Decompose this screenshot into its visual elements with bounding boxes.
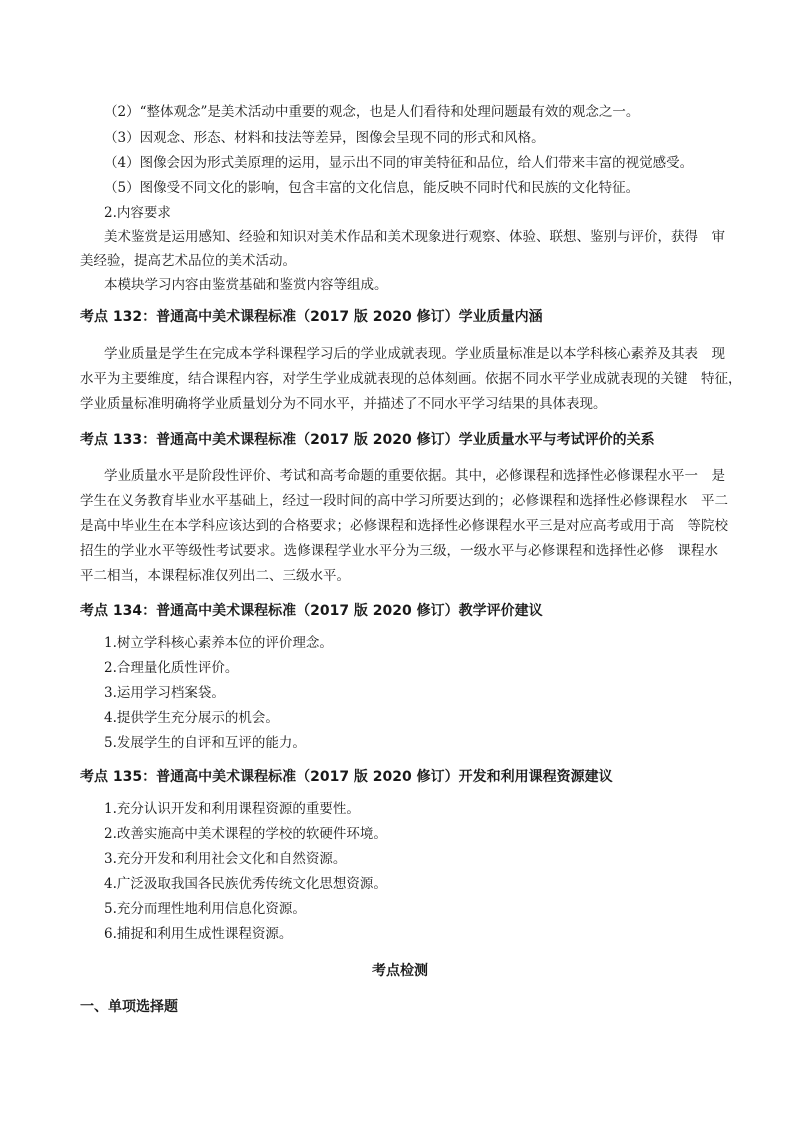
intro-item-3: （3）因观念、形态、材料和技法等差异，图像会呈现不同的形式和风格。 [104, 130, 545, 146]
content-requirement-para-2: 本模块学习内容由鉴赏基础和鉴赏内容等组成。 [104, 277, 388, 293]
content-requirement-line-2: 美经验，提高艺术品位的美术活动。 [80, 253, 296, 269]
section-133-line-2: 学生在义务教育毕业水平基础上，经过一段时间的高中学习所要达到的；必修课程和选择性必修课程水 平二 [80, 493, 728, 509]
intro-item-5: （5）图像受不同文化的影响，包含丰富的文化信息，能反映不同时代和民族的文化特征。 [104, 180, 640, 196]
section-132-line-3: 学业质量标准明确将学业质量划分为不同水平，并描述了不同水平学习结果的具体表现。 [80, 396, 607, 412]
section-134-item-3: 3.运用学习档案袋。 [104, 685, 225, 701]
section-134-item-4: 4.提供学生充分展示的机会。 [104, 710, 279, 726]
content-requirement-title: 2.内容要求 [104, 205, 171, 221]
section-134-item-2: 2.合理量化质性评价。 [104, 660, 239, 676]
single-choice-heading: 一、单项选择题 [80, 999, 178, 1015]
section-135-item-1: 1.充分认识开发和利用课程资源的重要性。 [104, 801, 360, 817]
section-135-item-2: 2.改善实施高中美术课程的学校的软硬件环境。 [104, 826, 387, 842]
section-132-line-1: 学业质量是学生在完成本学科课程学习后的学业成就表现。学业质量标准是以本学科核心素养及其表 现 [104, 346, 725, 362]
section-135-item-4: 4.广泛汲取我国各民族优秀传统文化思想资源。 [104, 876, 387, 892]
section-135-item-5: 5.充分而理性地利用信息化资源。 [104, 901, 306, 917]
intro-item-2: （2）“整体观念”是美术活动中重要的观念，也是人们看待和处理问题最有效的观念之一。 [104, 104, 640, 120]
section-134-item-5: 5.发展学生的自评和互评的能力。 [104, 735, 306, 751]
section-133-line-1: 学业质量水平是阶段性评价、考试和高考命题的重要依据。其中，必修课程和选择性必修课程水平一 是 [104, 468, 725, 484]
section-134-heading: 考点 134：普通高中美术课程标准（2017 版 2020 修订）教学评价建议 [80, 603, 543, 619]
section-135-item-6: 6.捕捉和利用生成性课程资源。 [104, 926, 293, 942]
intro-item-4: （4）图像会因为形式美原理的运用，显示出不同的审美特征和品位，给人们带来丰富的视觉感受。 [104, 155, 694, 171]
section-135-item-3: 3.充分开发和利用社会文化和自然资源。 [104, 851, 347, 867]
check-section-title: 考点检测 [372, 963, 428, 979]
section-132-line-2: 水平为主要维度，结合课程内容，对学生学业成就表现的总体刻画。依据不同水平学业成就表现的关键 特征， [80, 371, 742, 387]
section-133-line-4: 招生的学业水平等级性考试要求。选修课程学业水平分为三级，一级水平与必修课程和选择性必修 课程水 [80, 543, 718, 559]
section-135-heading: 考点 135：普通高中美术课程标准（2017 版 2020 修订）开发和利用课程资源建议 [80, 769, 613, 785]
content-requirement-line-1: 美术鉴赏是运用感知、经验和知识对美术作品和美术现象进行观察、体验、联想、鉴别与评价，获得 审 [104, 229, 725, 245]
section-132-heading: 考点 132：普通高中美术课程标准（2017 版 2020 修订）学业质量内涵 [80, 309, 543, 325]
section-133-line-5: 平二相当，本课程标准仅列出二、三级水平。 [80, 568, 350, 584]
section-134-item-1: 1.树立学科核心素养本位的评价理念。 [104, 635, 333, 651]
section-133-heading: 考点 133：普通高中美术课程标准（2017 版 2020 修订）学业质量水平与考试评价的关系 [80, 432, 655, 448]
section-133-line-3: 是高中毕业生在本学科应该达到的合格要求；必修课程和选择性必修课程水平三是对应高考或用于高 等院校 [80, 518, 728, 534]
